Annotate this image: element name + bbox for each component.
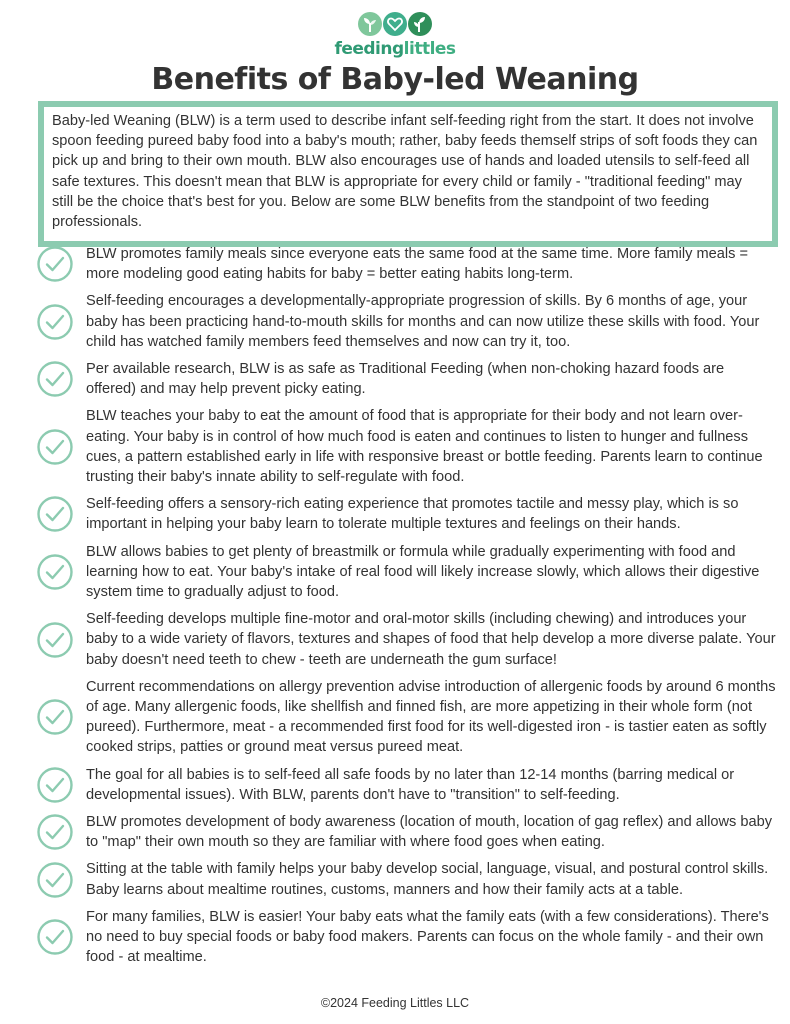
benefit-item — [36, 907, 776, 968]
benefit-text: BLW promotes family meals since everyone eats the same food at the same time. More family meals = more modeling good eating habits for baby = better eating habits long-term. — [86, 246, 748, 283]
benefits-list — [36, 244, 776, 975]
benefit-item — [36, 677, 776, 758]
logo-icons — [0, 12, 790, 38]
copyright-footer: ©2024 Feeding Littles LLC — [320, 996, 470, 1010]
check-circle-icon — [36, 428, 74, 466]
page-title: Benefits of Baby-led Weaning — [151, 62, 639, 97]
heart-icon — [383, 12, 407, 36]
sprout-icon — [358, 12, 382, 36]
check-circle-icon — [36, 360, 74, 398]
check-circle-icon — [36, 621, 74, 659]
benefit-item — [36, 406, 776, 487]
benefit-item — [36, 765, 776, 805]
check-circle-icon — [36, 813, 74, 851]
check-circle-icon — [36, 861, 74, 899]
benefit-text: The goal for all babies is to self-feed all safe foods by no later than 12-14 months (barring medical or developmental issues). With BLW, parents don't have to "transition" to self-feeding. — [86, 766, 735, 803]
benefit-text: BLW teaches your baby to eat the amount of food that is appropriate for their body and not learn over-eating. Your baby is in control of how much food is eaten and continues to listen to hunger and fullness cues, a pattern established early in life with responsive breast or bottle feeding. Parents learn to continue trusting their baby's innate ability to self-regulate with food. — [86, 408, 763, 486]
benefit-item — [36, 812, 776, 852]
benefit-item — [36, 291, 776, 352]
leaf-icon — [408, 12, 432, 36]
benefit-text: For many families, BLW is easier! Your baby eats what the family eats (with a few considerations). There's no need to buy special foods or baby food makers. Parents can focus on the whole family - and their own food - at mealtime. — [86, 908, 769, 966]
benefit-item — [36, 494, 776, 534]
check-circle-icon — [36, 918, 74, 956]
benefit-text: BLW allows babies to get plenty of breastmilk or formula while gradually experimenting with food and learning how to eat. Your baby's intake of real food will likely increase slowly, which allows their digestive system time to gradually adjust to food. — [86, 543, 760, 601]
intro-text: Baby-led Weaning (BLW) is a term used to describe infant self-feeding right from the start. It does not involve spoon feeding pureed baby food into a baby's mouth; rather, baby feeds themself strips of soft foods they can pick up and bring to their own mouth. BLW also encourages use of hands and loaded utensils to self-feed all safe textures. This doesn't mean that BLW is appropriate for every child or family - "traditional feeding" may still be the choice that's best for you. Below are some BLW benefits from the standpoint of two feeding professionals. — [52, 113, 758, 231]
benefit-item — [36, 359, 776, 399]
brand-logo — [0, 12, 790, 59]
check-circle-icon — [36, 303, 74, 341]
check-circle-icon — [36, 495, 74, 533]
benefit-item — [36, 859, 776, 899]
brand-name-part2: littles — [403, 39, 456, 59]
brand-wordmark — [0, 39, 790, 59]
benefit-text: Sitting at the table with family helps your baby develop social, language, visual, and postural control skills. Baby learns about mealtime routines, customs, manners and how their family acts at a table. — [86, 861, 769, 898]
benefit-item — [36, 244, 776, 284]
benefit-text: BLW promotes development of body awareness (location of mouth, location of gag reflex) and allows baby to "map" their own mouth so they are familiar with where food goes when eating. — [86, 814, 773, 851]
benefit-text: Current recommendations on allergy prevention advise introduction of allergenic foods by around 6 months of age. Many allergenic foods, like shellfish and finned fish, are more appetizing in their whole form (not pureed). Furthermore, meat - a recommended first food for its well-digested iron - is tastier eaten as softly cooked strips, patties or ground meat versus pureed meat. — [86, 678, 776, 756]
benefit-text: Self-feeding encourages a developmentally-appropriate progression of skills. By 6 months of age, your baby has been practicing hand-to-mouth skills for months and can now utilize these skills with food. Your child has watched family members feed themselves and now can try it, too. — [86, 293, 760, 350]
brand-name-part1: feeding — [334, 39, 404, 59]
intro-box — [38, 101, 778, 247]
check-circle-icon — [36, 245, 74, 283]
check-circle-icon — [36, 766, 74, 804]
benefit-item — [36, 542, 776, 603]
benefit-item — [36, 609, 776, 670]
benefit-text: Self-feeding develops multiple fine-motor and oral-motor skills (including chewing) and introduces your baby to a wide variety of flavors, textures and shapes of food that help develop a more diverse palate. Your baby doesn't need teeth to chew - teeth are underneath the gum surface! — [86, 611, 776, 668]
check-circle-icon — [36, 698, 74, 736]
benefit-text: Self-feeding offers a sensory-rich eating experience that promotes tactile and messy play, which is so important in helping your baby learn to tolerate multiple textures and feelings on their hands. — [86, 496, 739, 533]
check-circle-icon — [36, 553, 74, 591]
benefit-text: Per available research, BLW is as safe as Traditional Feeding (when non-choking hazard foods are offered) and may help prevent picky eating. — [86, 361, 725, 398]
